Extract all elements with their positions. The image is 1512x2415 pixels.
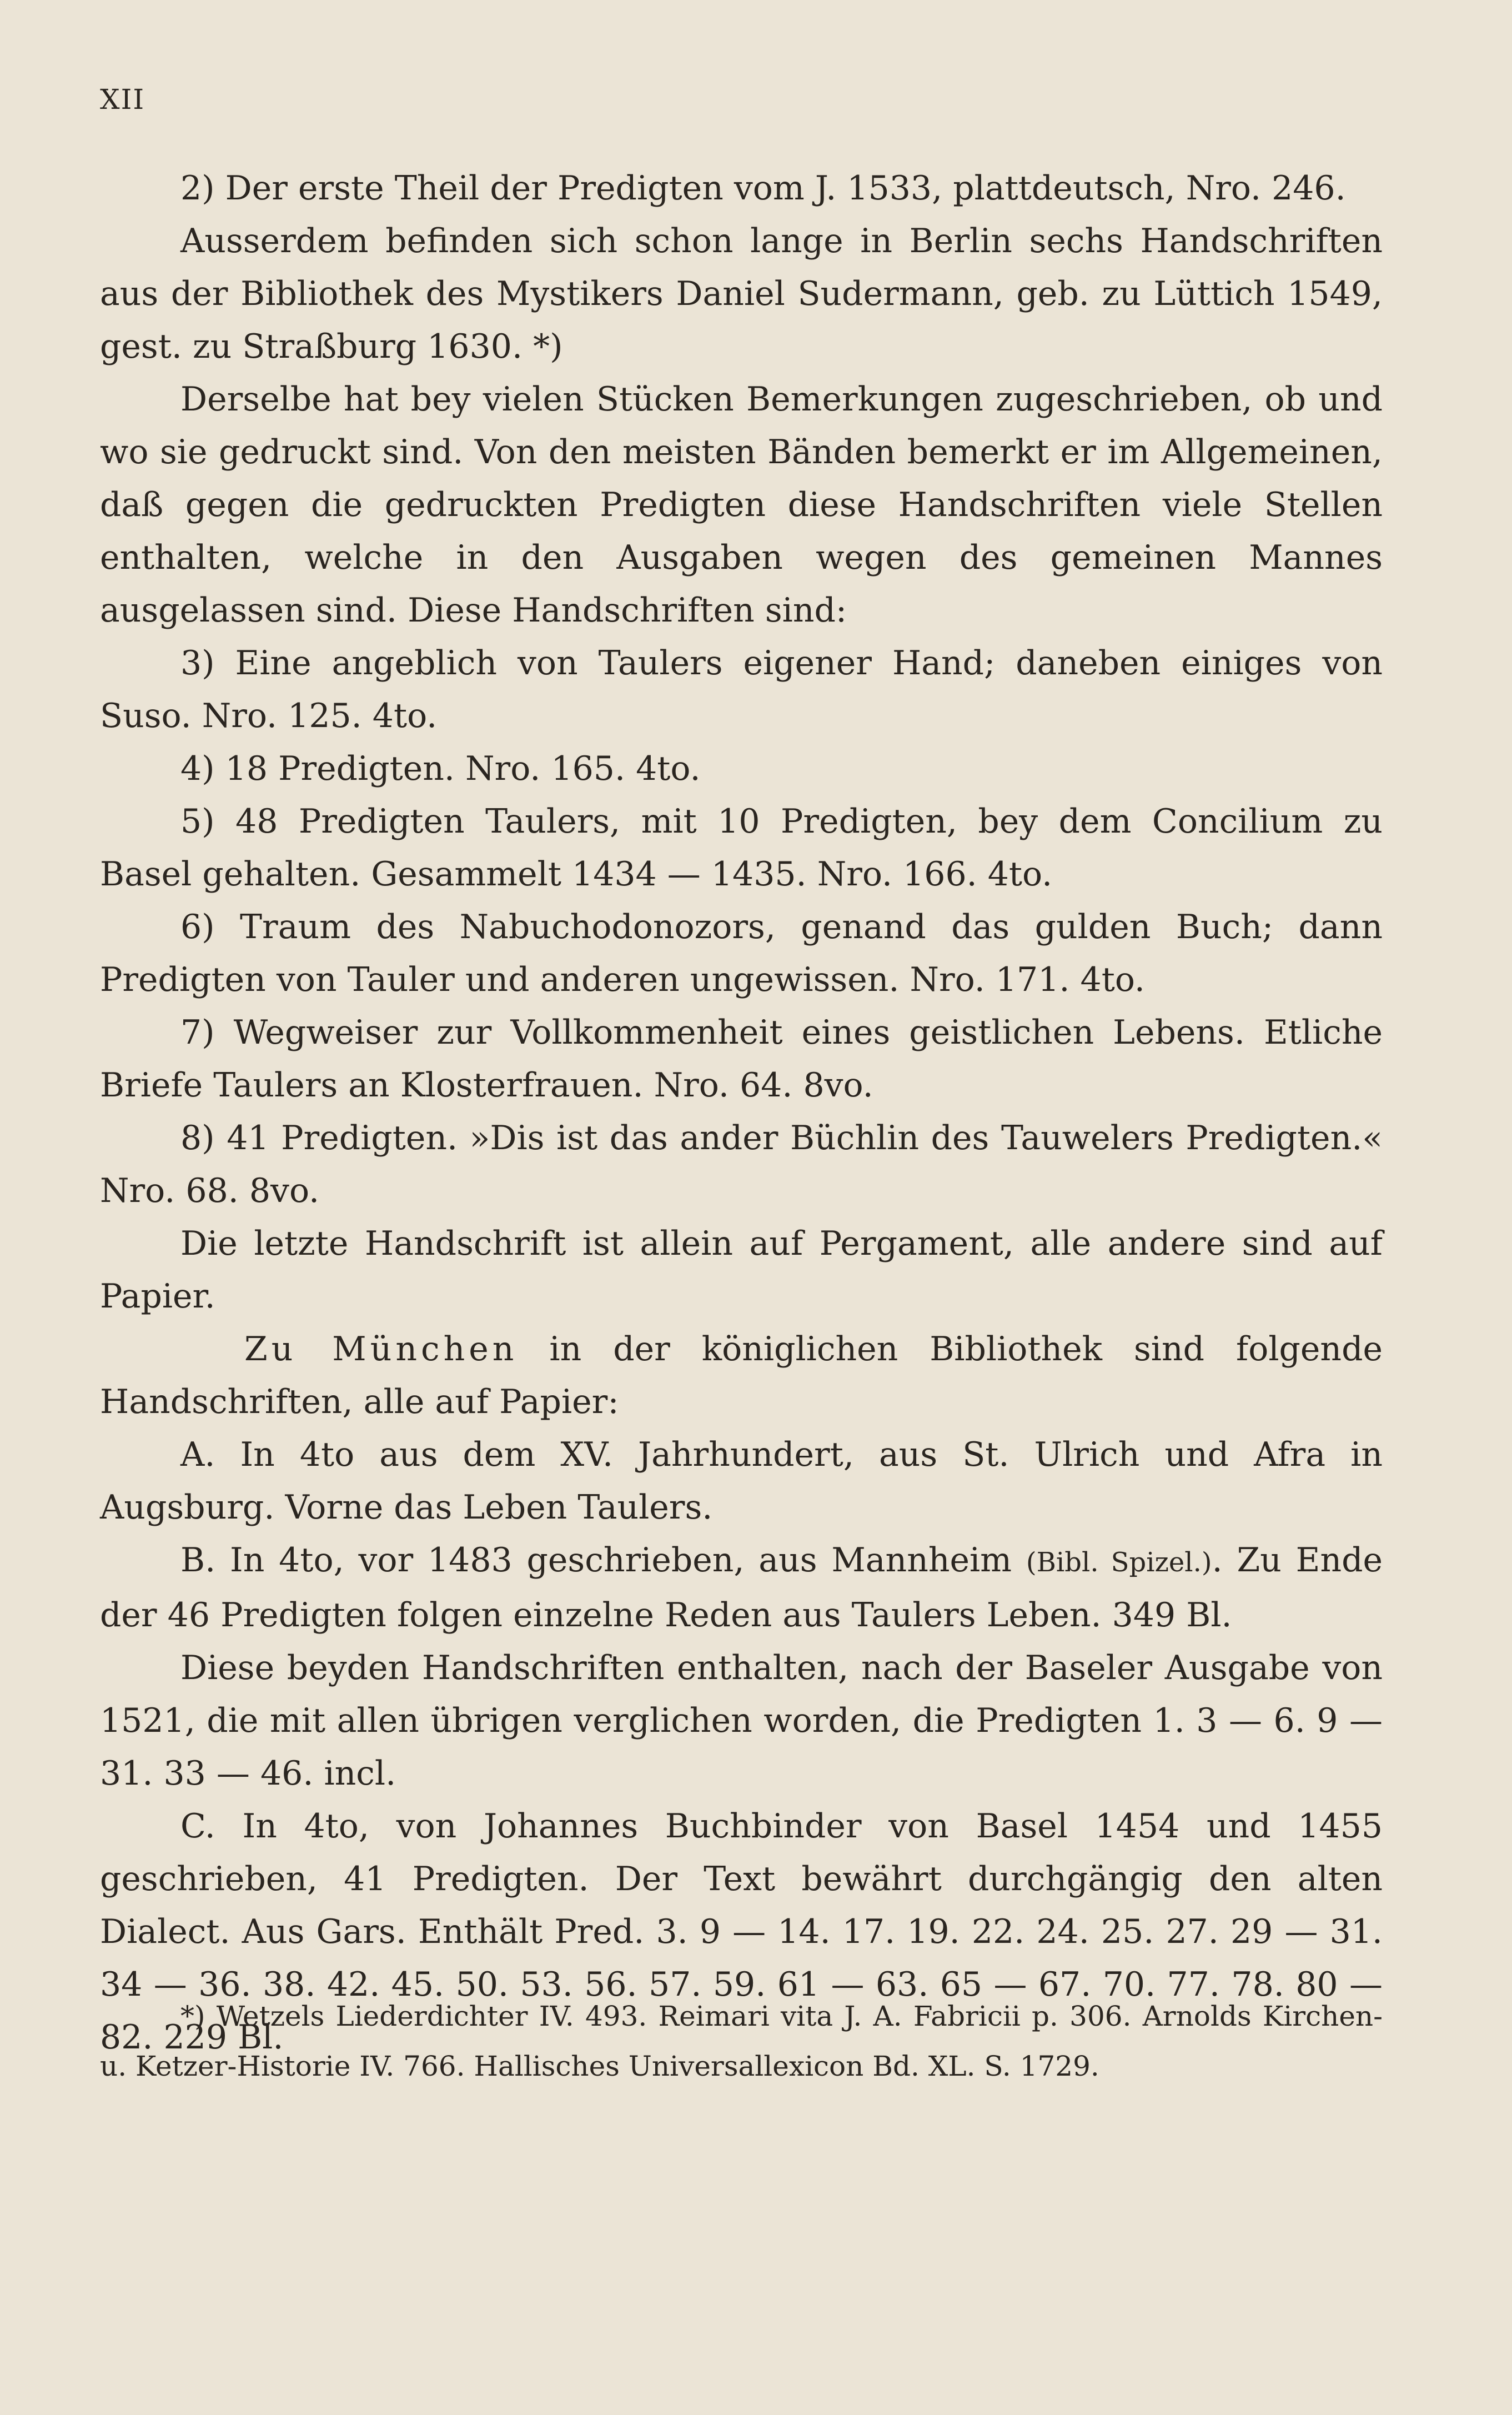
paragraph: 4) 18 Predigten. Nro. 165. 4to. bbox=[180, 749, 701, 788]
paragraph-text: in der königlichen Bibliothek sind folgende Handschriften, alle auf Papier: bbox=[100, 1330, 1383, 1421]
paragraph: Derselbe hat bey vielen Stücken Bemerkungen zugeschrieben, ob und wo sie gedruckt sind. Von den meisten Bänden bemerkt er im Allgemeinen, daß gegen die gedruckten Predigten diese Handschriften viele Stellen enthalten, welche in den Ausgaben wegen des gemeinen Mannes ausgelassen sind. Diese Handschriften sind: bbox=[100, 380, 1383, 630]
latin-reference: (Bibl. Spizel.) bbox=[1026, 1547, 1212, 1578]
paragraph: 7) Wegweiser zur Vollkommenheit eines geistlichen Lebens. Etliche Briefe Taulers an Klosterfrauen. Nro. 64. 8vo. bbox=[100, 1013, 1383, 1105]
footnote: *) Wetzels Liederdichter IV. 493. Reimari vita J. A. Fabricii p. 306. Arnolds Kirchen- u. Ketzer-Historie IV. 766. Hallisches Universallexicon Bd. XL. S. 1729. bbox=[100, 2000, 1383, 2082]
footnote-block bbox=[100, 1991, 1383, 2091]
paragraph-text: B. In 4to, vor 1483 geschrieben, aus Mannheim bbox=[180, 1541, 1026, 1580]
page-number: XII bbox=[100, 83, 145, 116]
paragraph-b bbox=[100, 1534, 1383, 1642]
paragraph: 5) 48 Predigten Taulers, mit 10 Predigten, bey dem Concilium zu Basel gehalten. Gesammelt 1434 — 1435. Nro. 166. 4to. bbox=[100, 802, 1383, 894]
paragraph: Diese beyden Handschriften enthalten, nach der Baseler Ausgabe von 1521, die mit allen übrigen verglichen worden, die Predigten 1. 3 — 6. 9 — 31. 33 — 46. incl. bbox=[100, 1649, 1383, 1793]
paragraph: Die letzte Handschrift ist allein auf Pergament, alle andere sind auf Papier. bbox=[100, 1224, 1383, 1316]
paragraph: 2) Der erste Theil der Predigten vom J. 1533, plattdeutsch, Nro. 246. bbox=[180, 169, 1346, 208]
paragraph: 3) Eine angeblich von Taulers eigener Hand; daneben einiges von Suso. Nro. 125. 4to. bbox=[100, 644, 1383, 735]
paragraph-munich bbox=[100, 1323, 1383, 1429]
paragraph-text: . Zu Ende der 46 Predigten folgen einzelne Reden aus Taulers Leben. 349 Bl. bbox=[100, 1541, 1383, 1635]
city-name: Zu München bbox=[244, 1330, 518, 1369]
main-text bbox=[100, 162, 1383, 2064]
paragraph: 6) Traum des Nabuchodonozors, genand das gulden Buch; dann Predigten von Tauler und anderen ungewissen. Nro. 171. 4to. bbox=[100, 908, 1383, 999]
paragraph: Ausserdem befinden sich schon lange in Berlin sechs Handschriften aus der Bibliothek des Mystikers Daniel Sudermann, geb. zu Lüttich 1549, gest. zu Straßburg 1630. *) bbox=[100, 222, 1383, 366]
paragraph: C. In 4to, von Johannes Buchbinder von Basel 1454 und 1455 geschrieben, 41 Predigten. Der Text bewährt durchgängig den alten Dialect. Aus Gars. Enthält Pred. 3. 9 — 14. 17. 19. 22. 24. 25. 27. 29 — 31. 34 — 36. 38. 42. 45. 50. 53. 56. 57. 59. 61 — 63. 65 — 67. 70. 77. 78. 80 — 82. 229 Bl. bbox=[100, 1807, 1383, 2057]
paragraph: A. In 4to aus dem XV. Jahrhundert, aus St. Ulrich und Afra in Augsburg. Vorne das Leben Taulers. bbox=[100, 1435, 1383, 1527]
paragraph: 8) 41 Predigten. »Dis ist das ander Büchlin des Tauwelers Predigten.« Nro. 68. 8vo. bbox=[100, 1119, 1383, 1210]
